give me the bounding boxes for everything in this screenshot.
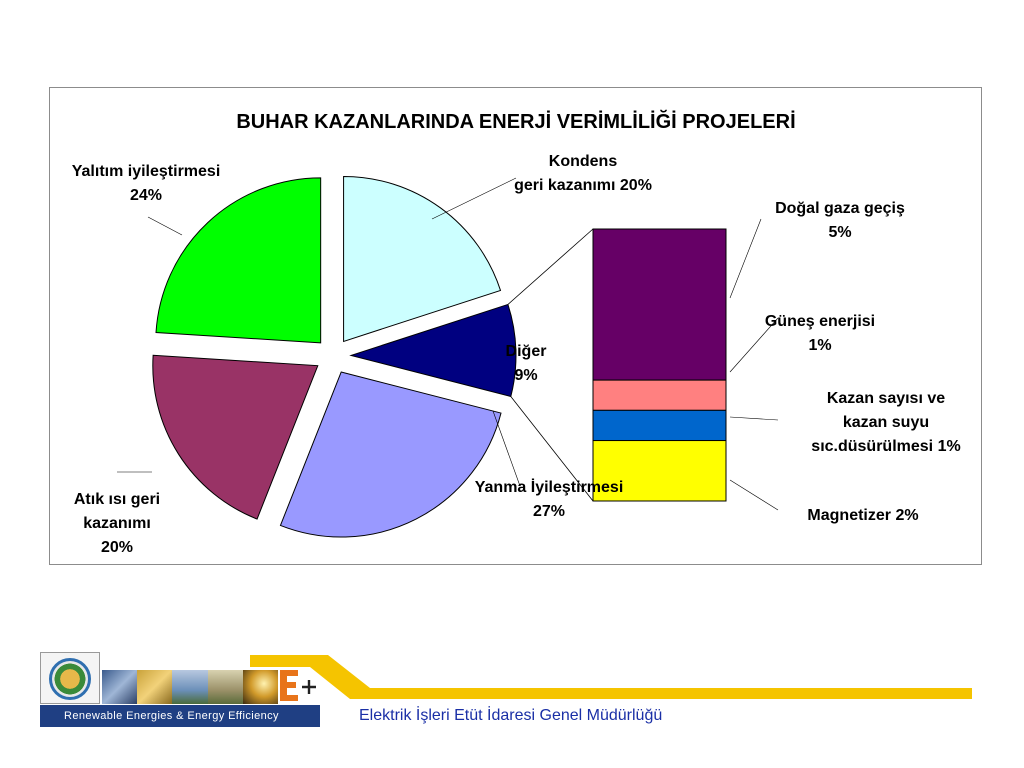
leader-bar-3 bbox=[730, 480, 778, 510]
stacked-bar bbox=[593, 229, 726, 501]
footer-accent-strip bbox=[355, 688, 972, 699]
eie-logo bbox=[40, 652, 100, 704]
footer-organization: Elektrik İşleri Etüt İdaresi Genel Müdürlüğü bbox=[359, 707, 663, 724]
bar-segment-0 bbox=[593, 229, 726, 380]
pie-label-4: Yalıtım iyileştirmesi 24% bbox=[71, 163, 221, 204]
pie-slice-2 bbox=[280, 372, 501, 537]
bar-label-2: Kazan sayısı ve kazan suyu sıc.düsürülmesi 1% bbox=[811, 390, 961, 455]
chart-svg bbox=[50, 88, 983, 566]
pie-label-2: Yanma İyileştirmesi 27% bbox=[474, 479, 624, 520]
pie-label-3: Atık ısı geri kazanımı 20% bbox=[73, 491, 161, 556]
lamp-photo bbox=[243, 670, 278, 704]
leader-pie-2 bbox=[493, 411, 520, 486]
connector-line-top bbox=[508, 229, 593, 304]
bar-label-0: Doğal gaza geçiş 5% bbox=[775, 200, 905, 241]
wind-turbine-photo bbox=[172, 670, 207, 704]
eie-seal-icon bbox=[49, 658, 91, 700]
energy-photo-strip bbox=[102, 670, 278, 704]
bar-label-3: Magnetizer 2% bbox=[807, 507, 919, 524]
e-plus-logo bbox=[278, 667, 324, 704]
leader-bar-0 bbox=[730, 219, 761, 298]
industrial-photo bbox=[137, 670, 172, 704]
leader-pie-0 bbox=[432, 178, 516, 219]
landscape-photo bbox=[208, 670, 243, 704]
bar-segment-1 bbox=[593, 380, 726, 410]
pie-bar-connectors bbox=[505, 229, 593, 501]
leader-pie-4 bbox=[148, 217, 182, 235]
data-labels bbox=[72, 153, 961, 556]
chart-frame bbox=[49, 87, 982, 565]
chart-title: BUHAR KAZANLARINDA ENERJİ VERİMLİLİĞİ PROJELERİ bbox=[236, 111, 796, 133]
pie-slices bbox=[153, 176, 516, 537]
bar-segment-2 bbox=[593, 410, 726, 440]
bar-label-1: Güneş enerjisi 1% bbox=[764, 313, 876, 354]
pie-label-1: Diğer 9% bbox=[505, 343, 547, 384]
footer-banner: Renewable Energies & Energy Efficiency bbox=[40, 705, 320, 727]
pie-slice-4 bbox=[156, 178, 321, 343]
leader-bar-2 bbox=[730, 417, 778, 420]
solar-panel-photo bbox=[102, 670, 137, 704]
pie-label-0: Kondens geri kazanımı 20% bbox=[514, 153, 652, 194]
